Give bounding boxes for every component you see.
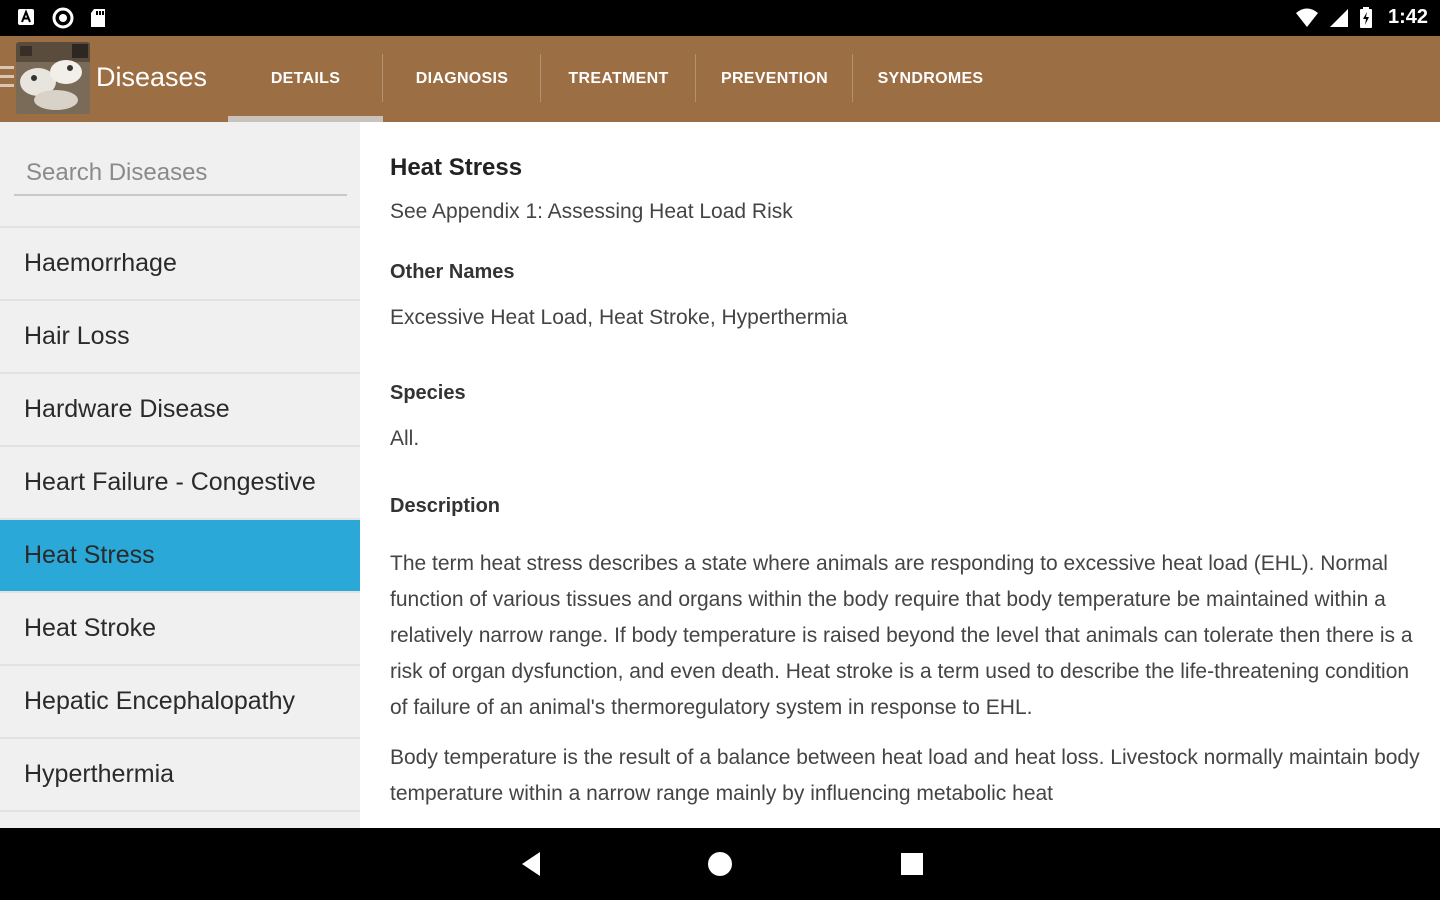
search-input[interactable]: [14, 152, 347, 196]
search-container: [0, 122, 360, 228]
list-item-haemorrhage[interactable]: Haemorrhage: [0, 228, 360, 301]
tab-bar: [228, 36, 1008, 122]
detail-panel[interactable]: [360, 122, 1440, 828]
navigation-bar: [0, 828, 1440, 900]
list-item-hyperthermia[interactable]: Hyperthermia: [0, 739, 360, 812]
tab-details[interactable]: [228, 36, 383, 122]
list-item-heat-stress[interactable]: Heat Stress: [0, 520, 360, 593]
list-item-heart-failure[interactable]: Heart Failure - Congestive: [0, 447, 360, 520]
clock: 1:42: [1387, 6, 1428, 28]
a-notification-icon: [16, 7, 38, 29]
back-icon[interactable]: [514, 846, 550, 882]
species-value: All.: [390, 427, 420, 450]
sd-card-icon: [88, 7, 110, 29]
livestock-photo-icon: [16, 42, 90, 114]
description-paragraph: Body temperature is the result of a balance between heat load and heat loss. Livestock normally maintain body temperature within a narrow range mainly by influencing metabolic heat: [390, 746, 1420, 805]
circle-notification-icon: [52, 7, 74, 29]
list-item-hair-loss[interactable]: Hair Loss: [0, 301, 360, 374]
tab-treatment[interactable]: [541, 36, 696, 122]
app-title: Diseases: [96, 62, 208, 92]
disease-list-panel: [0, 122, 360, 828]
description-paragraph: The term heat stress describes a state where animals are responding to excessive heat load (EHL). Normal function of various tissues and organs within the body require that body temperature be maintained within a relatively narrow range. If body temperature is raised beyond the level that animals can tolerate then there is a risk of organ dysfunction, and even death. Heat stroke is a term used to describe the life-threatening condition of failure of an animal's thermoregulatory system in response to EHL.: [390, 552, 1413, 719]
tab-diagnosis[interactable]: [383, 36, 541, 122]
status-bar: [0, 0, 1440, 36]
home-icon[interactable]: [702, 846, 738, 882]
detail-content: [390, 152, 1420, 812]
tab-label: SYNDROMES: [877, 70, 984, 87]
appendix-reference: See Appendix 1: Assessing Heat Load Risk: [390, 200, 793, 223]
tab-label: PREVENTION: [720, 70, 828, 87]
tab-label: TREATMENT: [568, 70, 669, 87]
list-item-hepatic-encephalopathy[interactable]: Hepatic Encephalopathy: [0, 666, 360, 739]
list-item-heat-stroke[interactable]: Heat Stroke: [0, 593, 360, 666]
tab-prevention[interactable]: [696, 36, 853, 122]
wifi-icon: [1294, 7, 1320, 29]
app-logo[interactable]: [16, 42, 90, 114]
cell-signal-icon: [1328, 7, 1350, 29]
menu-icon[interactable]: [0, 66, 14, 90]
battery-icon: [1358, 7, 1374, 29]
tab-label: DETAILS: [270, 70, 341, 87]
other-names-value: Excessive Heat Load, Heat Stroke, Hyperthermia: [390, 306, 848, 329]
recents-icon[interactable]: [894, 846, 930, 882]
system-icons: [1294, 6, 1428, 29]
other-names-heading: Other Names: [390, 261, 515, 283]
app-bar: [0, 36, 1440, 122]
notification-icons: [16, 7, 110, 29]
description-heading: Description: [390, 495, 501, 517]
disease-title: Heat Stress: [390, 154, 523, 181]
species-heading: Species: [390, 382, 466, 404]
tab-syndromes[interactable]: [853, 36, 1008, 122]
list-item-hardware-disease[interactable]: Hardware Disease: [0, 374, 360, 447]
tab-label: DIAGNOSIS: [415, 70, 509, 87]
